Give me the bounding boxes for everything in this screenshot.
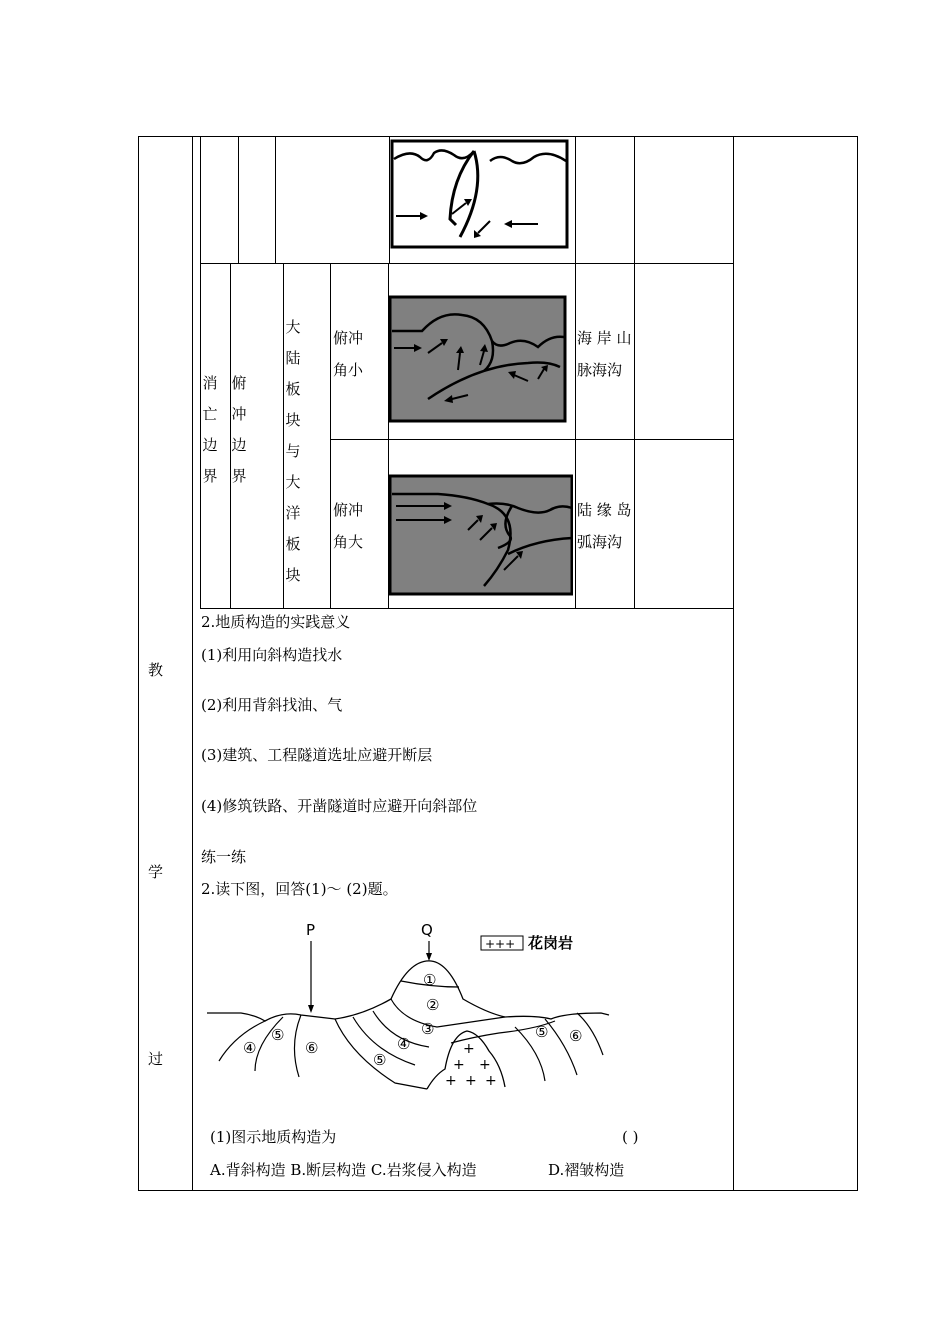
- label-p: P: [306, 921, 316, 939]
- subduction-diagram-large-angle: [388, 474, 573, 596]
- options-abc: A.背斜构造 B.断层构造 C.岩浆侵入构造: [210, 1161, 477, 1179]
- practice-item-2: (2)利用背斜找油、气: [201, 696, 343, 714]
- section-heading: 2.地质构造的实践意义: [201, 613, 351, 631]
- svg-text:+: +: [453, 1057, 465, 1073]
- layer-5-center: ⑤: [373, 1051, 387, 1069]
- layer-1: ①: [423, 971, 437, 989]
- angle-small-label: 俯冲 角小: [333, 329, 364, 379]
- subduction-diagram-small-angle: [388, 295, 568, 423]
- layer-3: ③: [421, 1020, 435, 1038]
- exercise-title: 练一练: [201, 848, 247, 866]
- side-label-xue: 学: [148, 863, 164, 881]
- svg-text:+: +: [485, 1073, 497, 1089]
- practice-item-4: (4)修筑铁路、开凿隧道时应避开向斜部位: [201, 797, 478, 815]
- answer-bracket: ( ): [622, 1128, 639, 1146]
- layer-6-left: ⑥: [305, 1039, 319, 1057]
- boundary-type-label: 消 亡 边 界: [202, 374, 218, 485]
- plates-label: 大 陆 板 块 与 大 洋 板 块: [285, 318, 301, 584]
- exercise-prompt: 2.读下图，回答(1)～ (2)题。: [201, 880, 398, 898]
- svg-text:+: +: [479, 1057, 491, 1073]
- subduction-diagram-top: [390, 139, 570, 249]
- island-arc-trench-label: 陆 缘 岛 弧海沟: [577, 501, 632, 551]
- side-label-jiao: 教: [148, 661, 164, 679]
- legend-text: 花岗岩: [528, 934, 574, 952]
- coastal-mountain-trench-label: 海 岸 山 脉海沟: [577, 329, 632, 379]
- layer-5-left: ⑤: [271, 1026, 285, 1044]
- layer-2: ②: [426, 996, 440, 1014]
- layer-5-right: ⑤: [535, 1023, 549, 1041]
- svg-text:+: +: [463, 1041, 475, 1057]
- layer-4-left: ④: [243, 1039, 257, 1057]
- layer-6-right: ⑥: [569, 1027, 583, 1045]
- side-label-guo: 过: [148, 1050, 164, 1068]
- label-q: Q: [421, 921, 433, 939]
- geologic-structure-figure: [205, 915, 625, 1095]
- layer-4-center: ④: [397, 1035, 411, 1053]
- angle-large-label: 俯冲 角大: [333, 501, 364, 551]
- svg-text:+: +: [465, 1073, 477, 1089]
- option-d: D.褶皱构造: [548, 1161, 625, 1179]
- practice-item-3: (3)建筑、工程隧道选址应避开断层: [201, 746, 433, 764]
- practice-item-1: (1)利用向斜构造找水: [201, 646, 343, 664]
- legend-symbol: +++: [485, 937, 516, 951]
- question-1: (1)图示地质构造为: [210, 1128, 337, 1146]
- svg-text:+: +: [445, 1073, 457, 1089]
- subduction-boundary-label: 俯 冲 边 界: [231, 374, 247, 485]
